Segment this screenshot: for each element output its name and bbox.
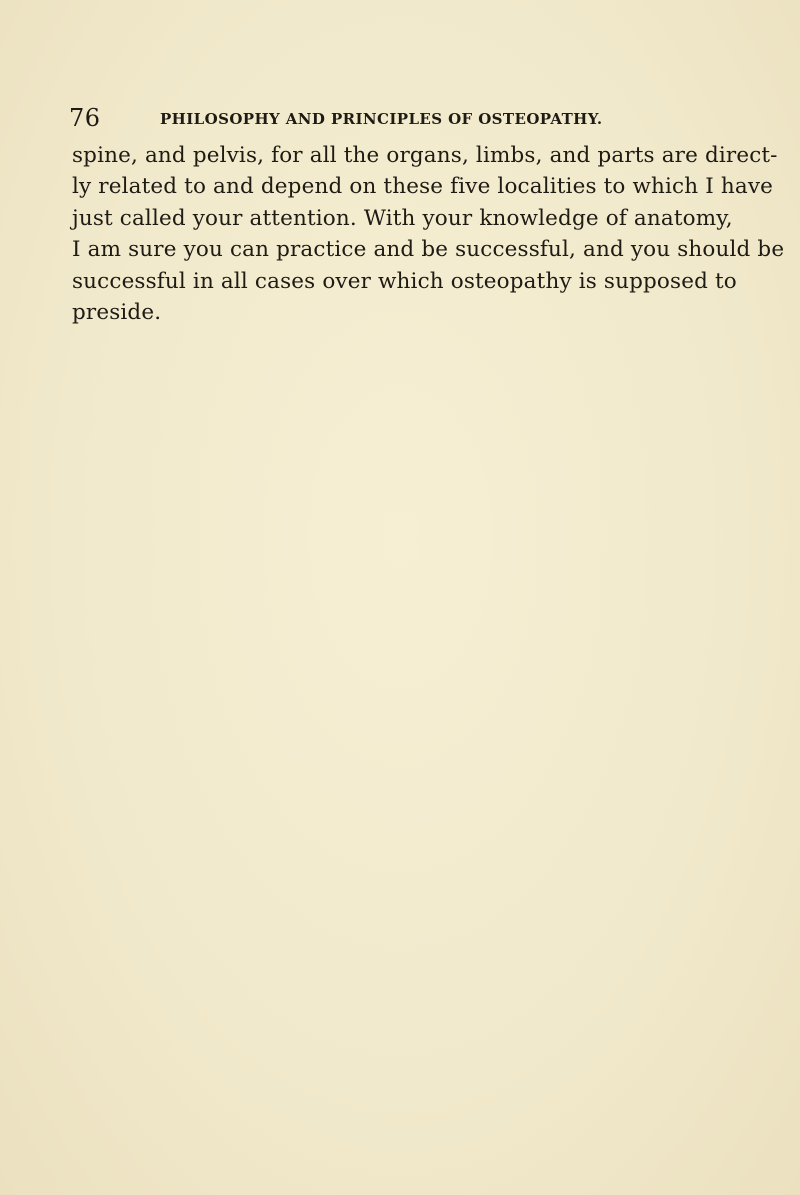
text-line: just called your attention. With your knowledge of anatomy, bbox=[72, 205, 733, 231]
text-line: successful in all cases over which osteopathy is supposed to bbox=[72, 268, 737, 294]
text-line: I am sure you can practice and be successful, and you should be bbox=[72, 237, 785, 263]
paragraph bbox=[72, 140, 785, 328]
text-line: spine, and pelvis, for all the organs, limbs, and parts are direct- bbox=[72, 143, 778, 168]
text-line: preside. bbox=[72, 300, 162, 326]
running-title: PHILOSOPHY AND PRINCIPLES OF OSTEOPATHY. bbox=[160, 110, 603, 128]
page-header bbox=[69, 104, 729, 134]
text-line: ly related to and depend on these five localities to which I have bbox=[72, 174, 773, 200]
page-number: 76 bbox=[69, 104, 101, 132]
